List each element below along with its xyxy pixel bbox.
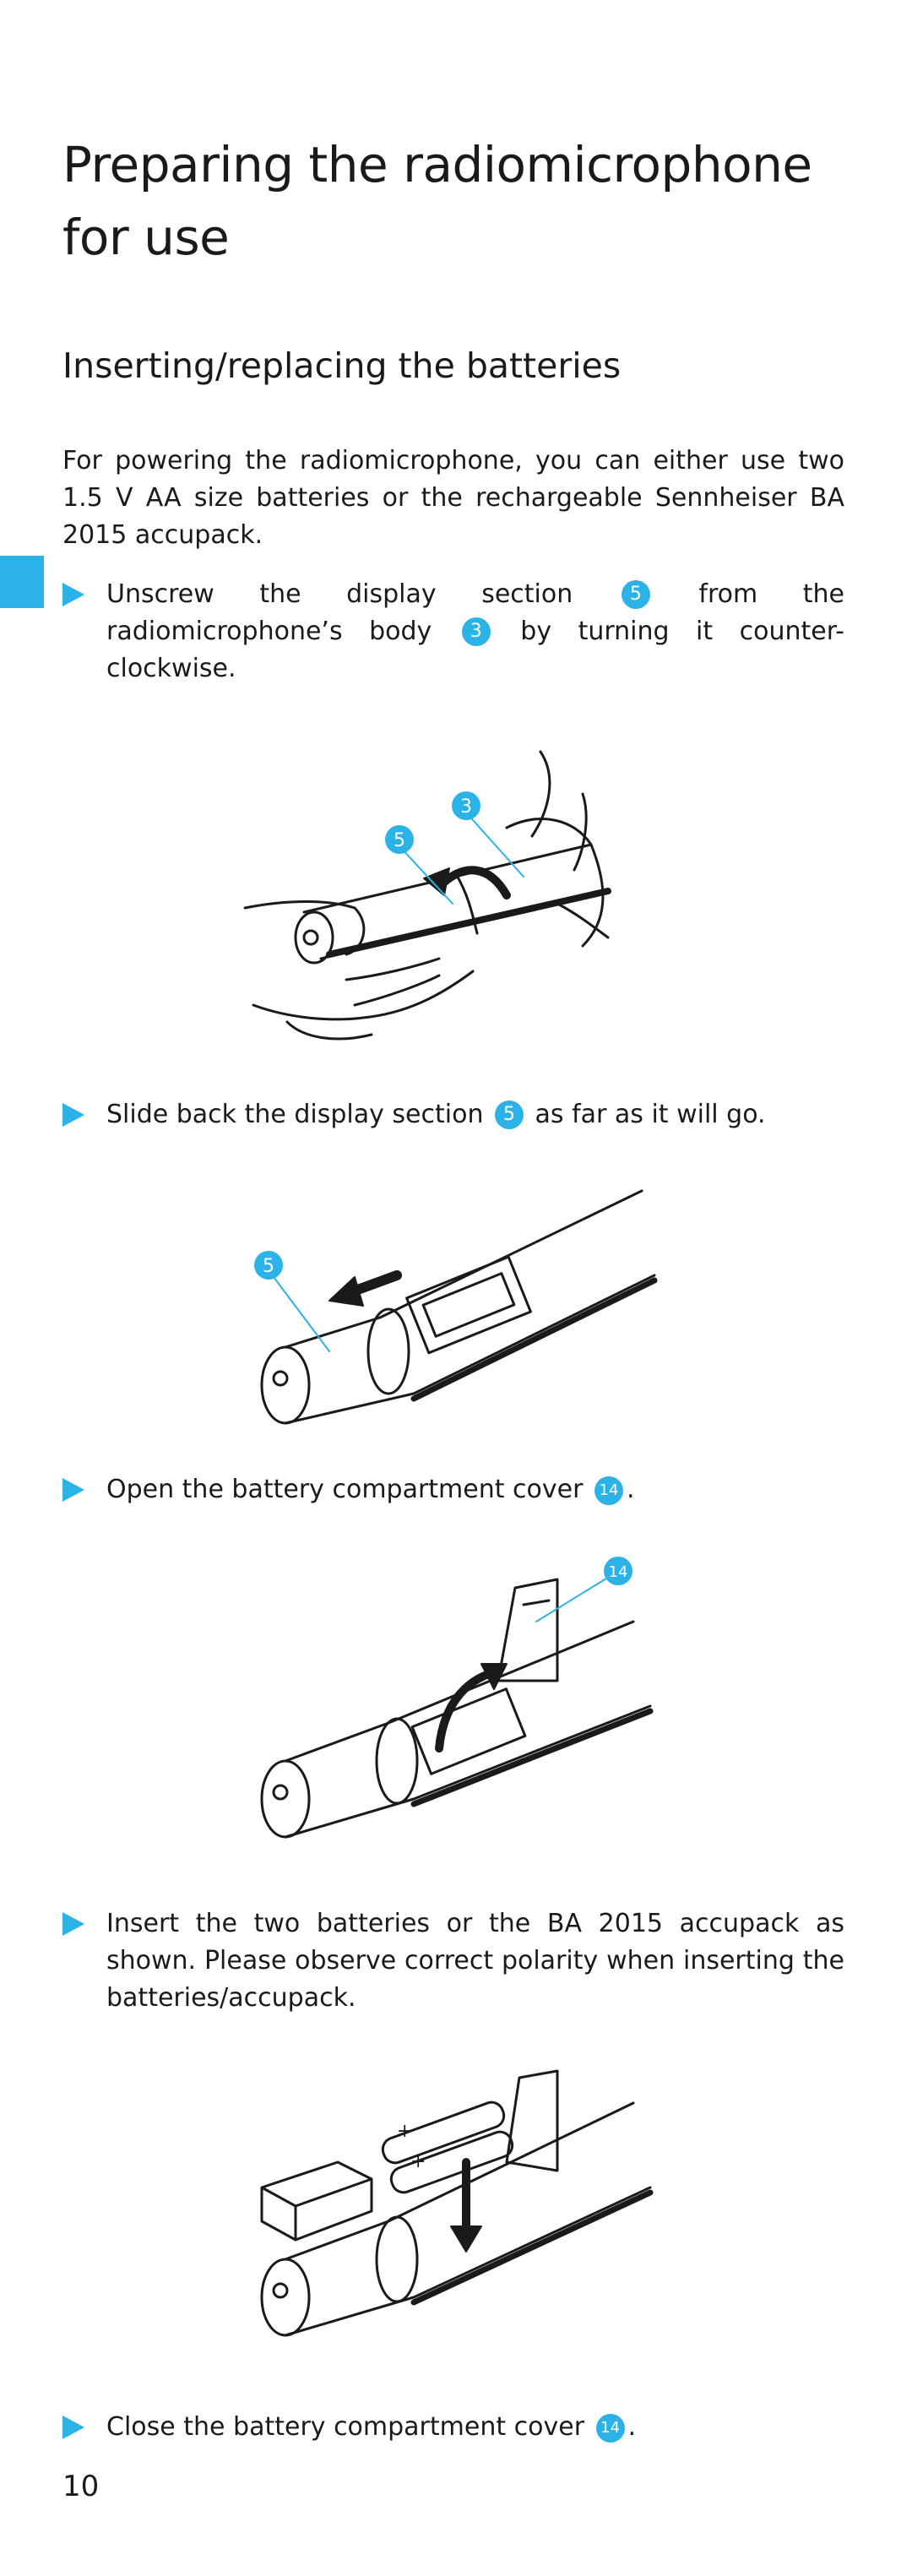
section-tab-marker [0, 556, 44, 608]
fig-label: 5 [263, 1256, 274, 1277]
svg-text:+: + [397, 2121, 413, 2142]
figure-slide-back-illustration [245, 1182, 667, 1436]
bullet-arrow-icon [62, 1478, 84, 1502]
step-unscrew-display [62, 576, 844, 687]
intro-paragraph: For powering the radiomicrophone, you can either use two 1.5 V AA size batteries or the rechargeable Sennheiser BA 2015 accupack. [62, 446, 844, 550]
section-heading: Inserting/replacing the batteries [62, 345, 622, 386]
svg-text:+: + [410, 2151, 426, 2172]
fig-label: 3 [460, 796, 472, 818]
bullet-arrow-icon [62, 2416, 84, 2439]
step-text: Close the battery compartment cover 14 . [106, 2412, 637, 2442]
figure-insert-batteries-illustration [245, 2061, 667, 2348]
bullet-arrow-icon [62, 1912, 84, 1936]
page-title: Preparing the radiomicrophone for use [62, 136, 812, 266]
step-text: Unscrew the display section 5 from the radiomicrophone’s body 3 by turning it counter-clockwise. [106, 579, 845, 683]
step-slide-back-display [62, 1096, 844, 1133]
step-text: Insert the two batteries or the BA 2015 accupack as shown. Please observe correct polarity when inserting the batteries/accupack. [106, 1909, 844, 2013]
ref-badge: 5 [622, 580, 650, 609]
step-close-cover [62, 2409, 844, 2446]
step-text: Slide back the display section 5 as far as it will go. [106, 1100, 766, 1129]
fig-label: 5 [394, 830, 405, 851]
fig-label: 14 [608, 1563, 628, 1581]
ref-badge: 14 [594, 1476, 623, 1505]
step-open-cover [62, 1471, 844, 1508]
figure-unscrew-illustration [236, 726, 676, 1047]
step-insert-batteries [62, 1905, 844, 2017]
page-number: 10 [62, 2470, 100, 2503]
figure-open-cover-illustration [245, 1554, 667, 1867]
step-text: Open the battery compartment cover 14 . [106, 1475, 635, 1504]
ref-badge: 14 [596, 2414, 625, 2443]
bullet-arrow-icon [62, 1103, 84, 1127]
bullet-arrow-icon [62, 583, 84, 606]
ref-badge: 5 [495, 1101, 524, 1129]
ref-badge: 3 [462, 617, 491, 646]
